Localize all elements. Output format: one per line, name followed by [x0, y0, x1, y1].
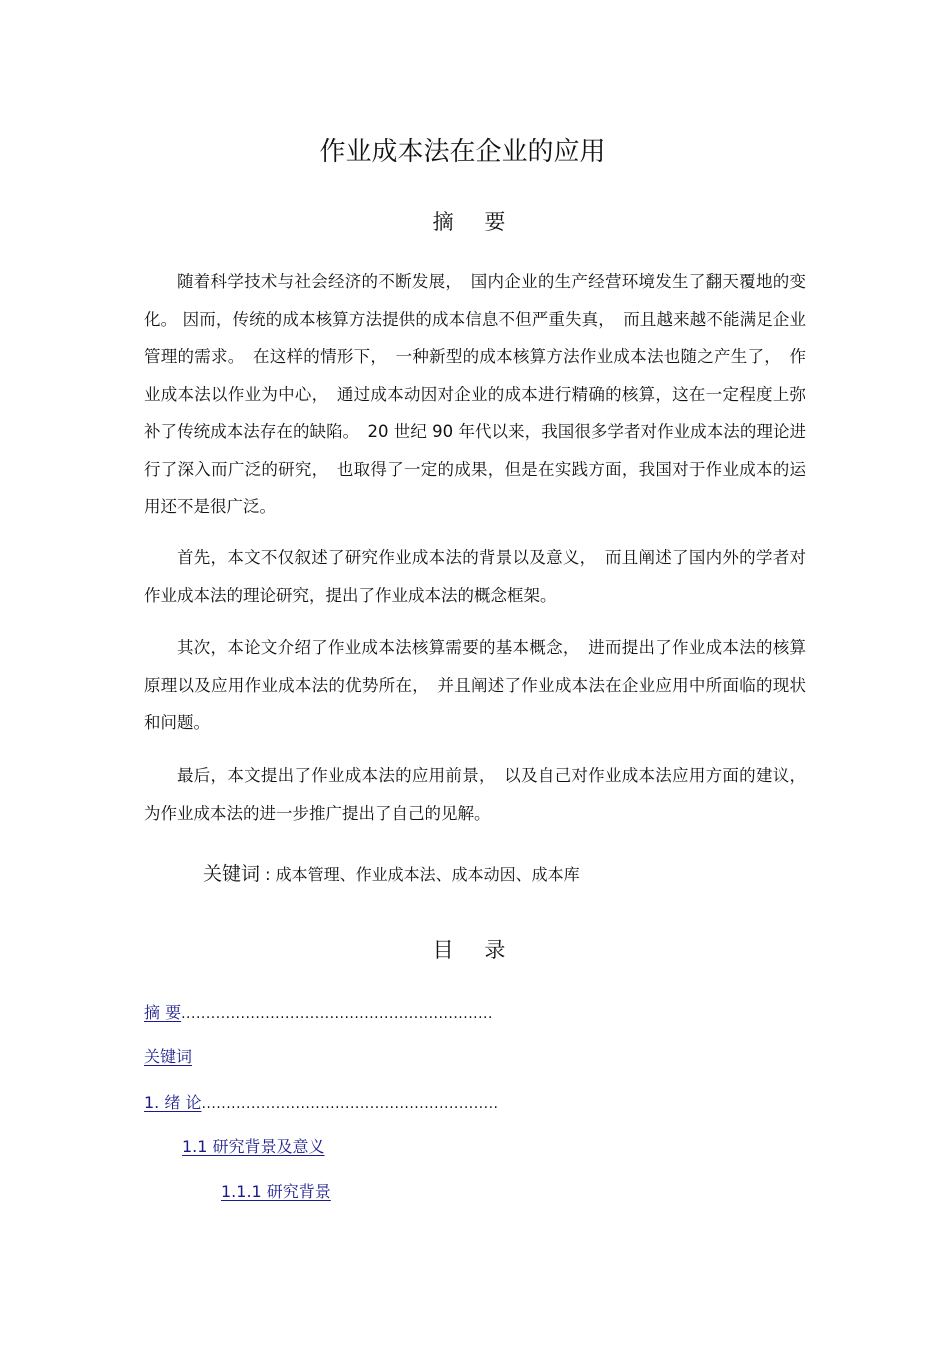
toc-entry-1-1-1[interactable]	[221, 1180, 331, 1204]
keywords-line	[203, 858, 580, 891]
toc-leader-dots: ............................................................	[201, 1096, 499, 1112]
toc-link-introduction[interactable]: 1. 绪 论	[144, 1093, 202, 1112]
keywords-value: 成本管理、作业成本法、成本动因、成本库	[275, 865, 580, 884]
abstract-paragraph-1: 随着科学技术与社会经济的不断发展， 国内企业的生产经营环境发生了翻天覆地的变化。 因而，传统的成本核算方法提供的成本信息不但严重失真， 而且越来越不能满足企业管理的需求。 在这样的情形下， 一种新型的成本核算方法作业成本法也随之产生了， 作业成本法以作业为中心， 通过成本动因对企业的成本进行精确的核算，这在一定程度上弥补了传统成本法存在的缺陷。 20 世纪 90 年代以来，我国很多学者对作业成本法的理论进行了深入而广泛的研究， 也取得了一定的成果，但是在实践方面，我国对于作业成本的运用还不是很广泛。	[144, 272, 806, 516]
toc-link-keywords[interactable]: 关键词	[144, 1047, 193, 1066]
abstract-heading: 摘 要	[432, 210, 518, 234]
abstract-paragraph-4: 最后，本文提出了作业成本法的应用前景， 以及自己对作业成本法应用方面的建议，为作业成本法的进一步推广提出了自己的见解。	[144, 766, 806, 823]
toc-entry-introduction[interactable]	[144, 1091, 498, 1116]
abstract-paragraph-2: 首先，本文不仅叙述了研究作业成本法的背景以及意义， 而且阐述了国内外的学者对作业成本法的理论研究，提出了作业成本法的概念框架。	[144, 548, 806, 605]
toc-link-research-background-significance[interactable]: 1.1 研究背景及意义	[182, 1137, 325, 1156]
toc-heading: 目 录	[432, 938, 518, 962]
toc-leader-dots: ...............................................................	[181, 1006, 493, 1022]
toc-link-research-background[interactable]: 1.1.1 研究背景	[221, 1182, 331, 1201]
abstract-paragraph-3: 其次，本论文介绍了作业成本法核算需要的基本概念， 进而提出了作业成本法的核算原理以及应用作业成本法的优势所在， 并且阐述了作业成本法在企业应用中所面临的现状和问题。	[144, 638, 806, 732]
toc-entry-1-1[interactable]	[182, 1135, 325, 1159]
keywords-label: 关键词	[203, 863, 261, 885]
keywords-separator: :	[260, 865, 276, 884]
toc-entry-abstract[interactable]	[144, 1001, 493, 1026]
toc-link-abstract[interactable]: 摘 要	[144, 1003, 182, 1022]
toc-entry-keywords[interactable]	[144, 1045, 192, 1069]
document-title: 作业成本法在企业的应用	[319, 137, 606, 167]
